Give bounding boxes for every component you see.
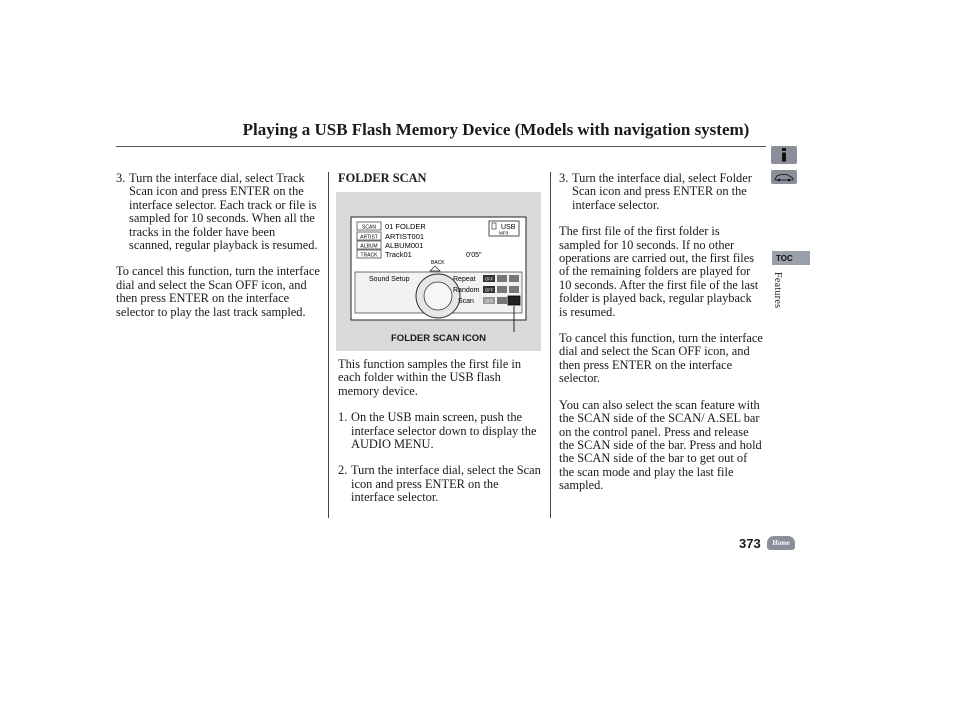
screen-drawing (336, 192, 541, 351)
step-text: Turn the interface dial, select Folder Scan icon and press ENTER on the interface selector. (572, 171, 752, 212)
source-usb: USB (501, 224, 516, 231)
section-tab-features: Features (772, 272, 783, 309)
tag-scan: SCAN (362, 224, 376, 231)
home-button[interactable]: Home (767, 536, 795, 550)
car-icon (773, 172, 795, 182)
value-track: Track01 (385, 250, 412, 259)
step-number: 1. (338, 410, 348, 425)
column-3 (559, 172, 763, 506)
paragraph: The first file of the first folder is sampled for 10 seconds. If no other operations are carried out, the first files of the remaining folders are played for 10 seconds. After the first file of the last folder is played back, regular playback is resumed. (559, 224, 759, 319)
format-mp3: MP3 (499, 230, 509, 236)
folder-scan-icon (508, 296, 520, 305)
step-number: 3. (116, 171, 126, 185)
step-text: On the USB main screen, push the interface selector down to display the AUDIO MENU. (351, 410, 537, 452)
column-divider (550, 172, 551, 518)
info-button[interactable] (771, 146, 797, 164)
tag-artist: ARTIST (360, 234, 378, 241)
value-folder: 01 FOLDER (385, 222, 426, 231)
section-heading: FOLDER SCAN (338, 171, 427, 185)
screen-caption: FOLDER SCAN ICON (391, 333, 486, 344)
title-rule (116, 146, 766, 147)
menu-scan: Scan (458, 298, 474, 305)
repeat-off-label: OFF (485, 276, 494, 282)
folder-scan-screen-illustration (336, 192, 541, 351)
column-divider (328, 172, 329, 518)
step-1 (338, 411, 542, 451)
tag-album: ALBUM (360, 243, 378, 250)
scan-off-label: OFF (485, 298, 494, 304)
value-artist: ARTIST001 (385, 232, 425, 241)
page-number: 373 (739, 536, 761, 551)
random-off-label: OFF (485, 287, 494, 293)
vehicle-button[interactable] (771, 170, 797, 184)
info-icon (779, 148, 789, 162)
step-2 (338, 464, 542, 504)
step-3-folder-scan (559, 172, 763, 212)
back-label: BACK (431, 260, 445, 266)
step-text: Turn the interface dial, select the Scan icon and press ENTER on the interface selector. (351, 463, 541, 505)
menu-repeat: Repeat (453, 276, 476, 283)
page-title: Playing a USB Flash Memory Device (Models with navigation system) (242, 120, 750, 139)
paragraph: You can also select the scan feature with the SCAN side of the SCAN/ A.SEL bar on the control panel. Press and release the SCAN side of the bar. Press and hold the SCAN side of the bar to get out of the scan mode and play the last file sampled. (559, 397, 762, 493)
tag-track: TRACK (360, 252, 378, 259)
menu-random: Random (453, 287, 480, 294)
sound-setup-label: Sound Setup (369, 276, 410, 283)
paragraph: To cancel this function, turn the interface dial and select the Scan OFF icon, and then press ENTER on the interface selector to play the last track sampled. (116, 264, 320, 319)
step-3-track-scan (116, 172, 320, 252)
paragraph: To cancel this function, turn the interface dial and select the Scan OFF icon, and then press ENTER on the interface selector. (559, 331, 763, 386)
column-2-body (338, 358, 542, 518)
column-1 (116, 172, 320, 332)
play-time: 0'05" (466, 252, 482, 259)
step-number: 3. (559, 171, 569, 185)
paragraph: This function samples the first file in each folder within the USB flash memory device. (338, 357, 522, 398)
toc-button[interactable]: TOC (772, 251, 810, 265)
value-album: ALBUM001 (385, 241, 424, 250)
step-text: Turn the interface dial, select Track Scan icon and press ENTER on the interface selector. Each track or file is sampled for 10 seconds. When all the tracks in the folder have been scanned, regular playback is resumed. (129, 171, 318, 253)
step-number: 2. (338, 463, 348, 478)
